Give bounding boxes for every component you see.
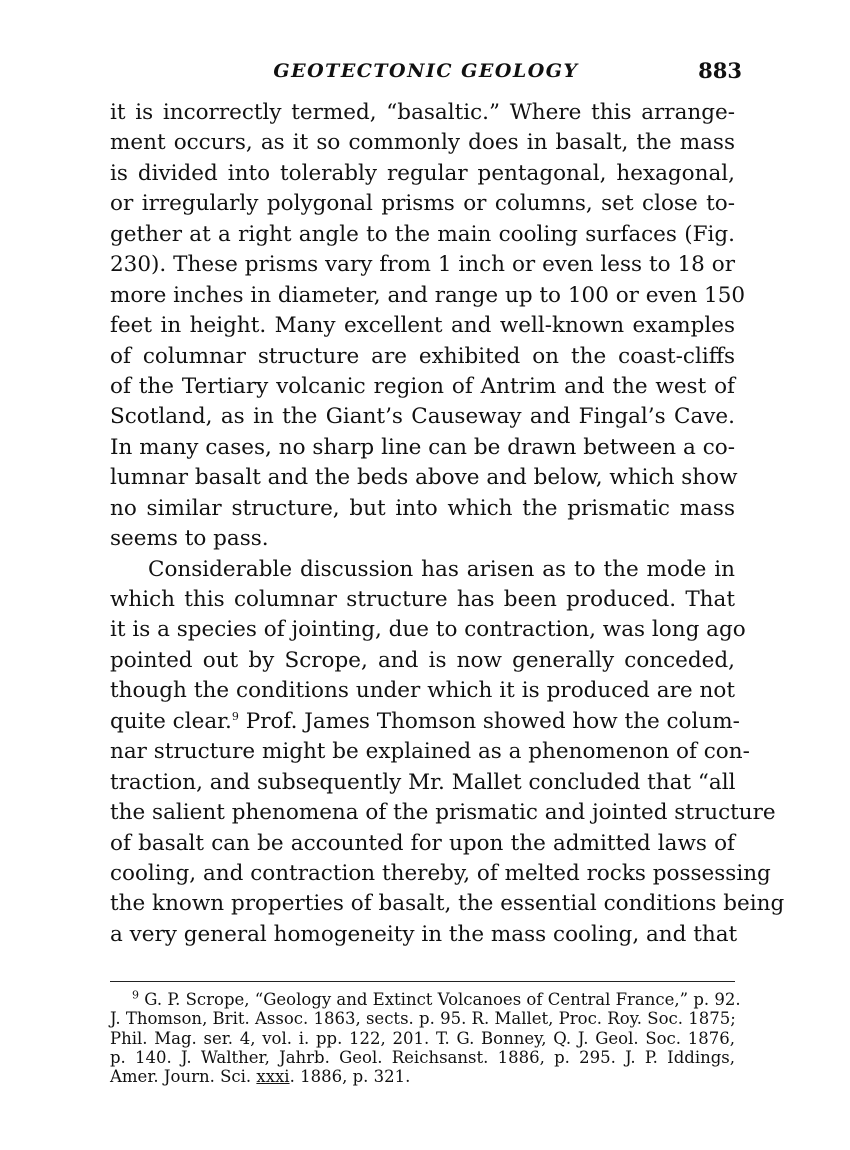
- footnote-line: J. Thomson, Brit. Assoc. 1863, sects. p. 95. R. Mallet, Proc. Roy. Soc. 1875;: [110, 1009, 736, 1029]
- footnote-text: . 1886, p. 321.: [289, 1067, 411, 1087]
- text-line: the salient phenomena of the prismatic and jointed structure: [110, 800, 776, 826]
- footnote-text: Amer. Journ. Sci.: [110, 1067, 257, 1087]
- text-line: the known properties of basalt, the essential conditions being: [110, 891, 785, 917]
- text-line: gether at a right angle to the main cooling surfaces (Fig.: [110, 221, 735, 247]
- text-line: of columnar structure are exhibited on the coast-cliffs: [110, 343, 735, 369]
- text-line: though the conditions under which it is produced are not: [110, 678, 735, 704]
- text-line: ment occurs, as it so commonly does in basalt, the mass: [110, 130, 735, 156]
- page-header: [110, 58, 742, 88]
- text-segment: Prof. James Thomson showed how the colum-: [238, 708, 740, 734]
- footnote-rule: [110, 981, 735, 982]
- footnote-text: G. P. Scrope, “Geology and Extinct Volcanoes of Central France,” p. 92.: [139, 990, 741, 1009]
- text-line: pointed out by Scrope, and is now generally conceded,: [110, 647, 735, 673]
- text-line: no similar structure, but into which the prismatic mass: [110, 495, 735, 521]
- footnote-line: p. 140. J. Walther, Jahrb. Geol. Reichsanst. 1886, p. 295. J. P. Iddings,: [110, 1047, 735, 1067]
- footnote-line: Phil. Mag. ser. 4, vol. i. pp. 122, 201. T. G. Bonney, Q. J. Geol. Soc. 1876,: [110, 1028, 735, 1048]
- text-line: cooling, and contraction thereby, of melted rocks possessing: [110, 860, 771, 886]
- footnote-reference[interactable]: 9: [231, 709, 239, 723]
- text-line: it is incorrectly termed, “basaltic.” Where this arrange-: [110, 100, 735, 125]
- text-line: seems to pass.: [110, 526, 269, 552]
- text-line: or irregularly polygonal prisms or columns, set close to-: [110, 191, 735, 217]
- text-line: Considerable discussion has arisen as to the mode in: [148, 556, 735, 582]
- footnote-marker: 9: [132, 988, 139, 1002]
- text-line: of basalt can be accounted for upon the admitted laws of: [110, 830, 735, 856]
- text-segment: quite clear.: [110, 708, 232, 734]
- footnote-line: [110, 988, 741, 1009]
- text-line: feet in height. Many excellent and well-known examples: [110, 313, 735, 339]
- text-line: In many cases, no sharp line can be drawn between a co-: [110, 434, 735, 460]
- text-line-with-footnote: [110, 707, 740, 737]
- text-line: nar structure might be explained as a phenomenon of con-: [110, 739, 750, 765]
- footnote-line: [110, 1067, 735, 1086]
- text-line: it is a species of jointing, due to contraction, was long ago: [110, 617, 746, 643]
- volume-number: xxxi: [256, 1067, 290, 1087]
- text-line: is divided into tolerably regular pentagonal, hexagonal,: [110, 160, 735, 186]
- text-line: of the Tertiary volcanic region of Antrim and the west of: [110, 373, 735, 399]
- text-line: which this columnar structure has been produced. That: [110, 587, 735, 612]
- body-text: [110, 98, 785, 950]
- text-line: 230). These prisms vary from 1 inch or even less to 18 or: [110, 252, 735, 278]
- text-line: a very general homogeneity in the mass cooling, and that: [110, 921, 738, 947]
- page-number: 883: [698, 58, 742, 83]
- text-line: more inches in diameter, and range up to 100 or even 150: [110, 282, 746, 308]
- text-line: lumnar basalt and the beds above and below, which show: [110, 465, 738, 491]
- text-line: traction, and subsequently Mr. Mallet concluded that “all: [110, 769, 736, 795]
- footnotes: [110, 988, 741, 1087]
- running-head: GEOTECTONIC GEOLOGY: [273, 60, 579, 82]
- text-line: Scotland, as in the Giant’s Causeway and Fingal’s Cave.: [110, 404, 735, 430]
